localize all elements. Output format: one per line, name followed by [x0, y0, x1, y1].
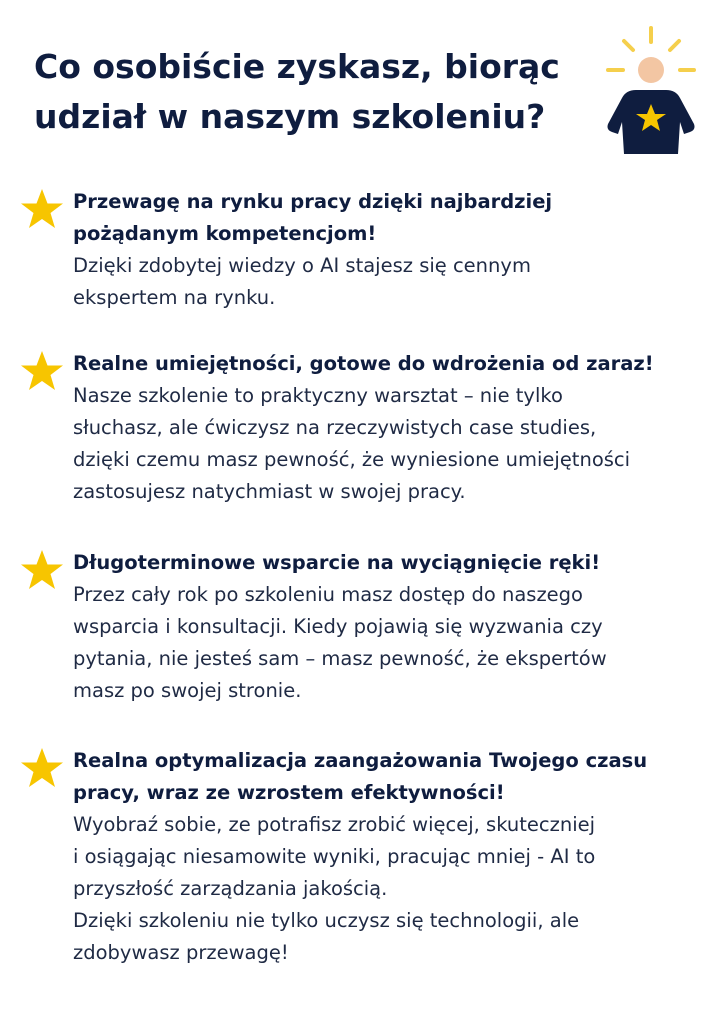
- benefit-item: [0, 547, 724, 717]
- benefit-description: Przez cały rok po szkoleniu masz dostęp do naszego wsparcia i konsultacji. Kiedy pojawią się wyzwania czy pytania, nie jesteś sam – masz pewność, że ekspertów masz po swojej stronie.: [73, 583, 607, 702]
- benefit-heading: Przewagę na rynku pracy dzięki najbardziej pożądanym kompetencjom!: [73, 190, 553, 245]
- benefit-item: [0, 745, 724, 985]
- star-icon: [20, 549, 64, 591]
- star-icon: [20, 188, 64, 230]
- benefit-description: Nasze szkolenie to praktyczny warsztat – nie tylko słuchasz, ale ćwiczysz na rzeczywistych case studies, dzięki czemu masz pewność, że wyniesione umiejętności zastosujesz natychmiast w swojej pracy.: [73, 384, 631, 503]
- benefit-text: [73, 348, 703, 508]
- benefit-description: Dzięki zdobytej wiedzy o AI stajesz się cennym ekspertem na rynku.: [73, 254, 531, 309]
- star-icon: [20, 350, 64, 392]
- person-with-star-icon: [602, 24, 702, 164]
- benefit-item: [0, 186, 724, 326]
- benefit-item: [0, 348, 724, 518]
- benefit-heading: Długoterminowe wsparcie na wyciągnięcie ręki!: [73, 551, 601, 574]
- benefit-text: [73, 547, 703, 707]
- page-title: Co osobiście zyskasz, biorąc udział w naszym szkoleniu?: [34, 47, 560, 136]
- benefit-text: [73, 745, 703, 969]
- benefit-text: [73, 186, 703, 314]
- star-icon: [20, 747, 64, 789]
- benefit-description: Wyobraź sobie, ze potrafisz zrobić więcej, skuteczniej i osiągając niesamowite wyniki, pracując mniej - AI to przyszłość zarządzania jakością. Dzięki szkoleniu nie tylko uczysz się technologii, ale zdobywasz przewagę!: [73, 813, 596, 964]
- benefit-heading: Realna optymalizacja zaangażowania Twojego czasu pracy, wraz ze wzrostem efektywności!: [73, 749, 648, 804]
- benefit-heading: Realne umiejętności, gotowe do wdrożenia od zaraz!: [73, 352, 654, 375]
